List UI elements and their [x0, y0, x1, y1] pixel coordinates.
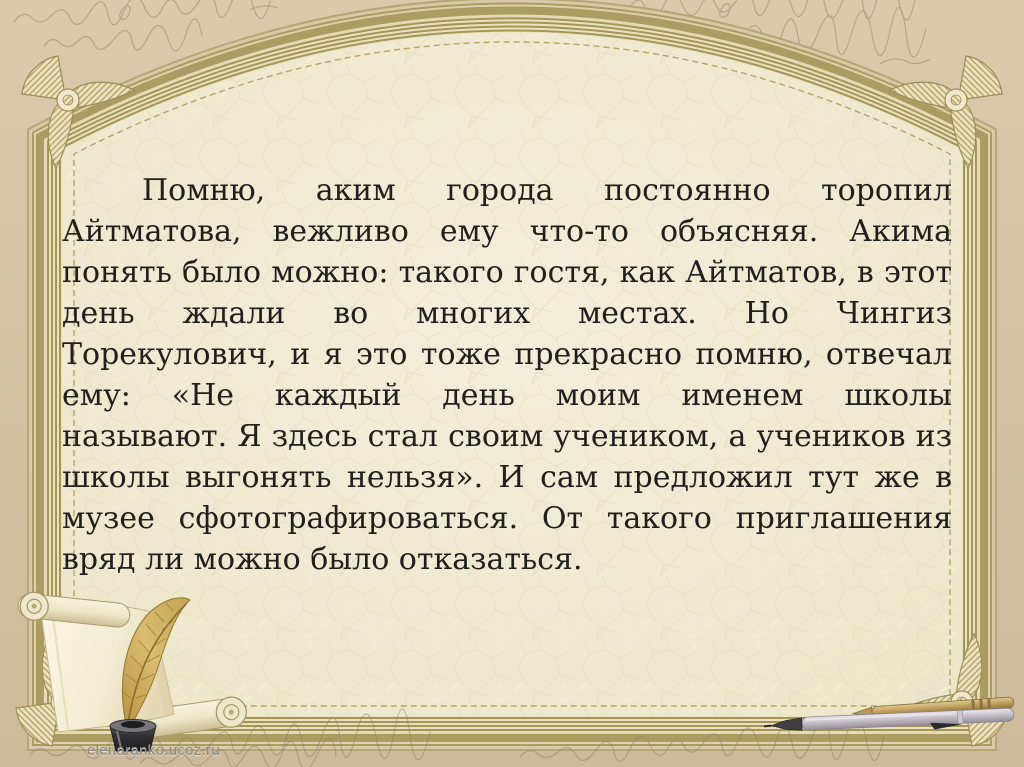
text-line: Помню, аким города постоянно торопил	[142, 173, 952, 208]
text-line: называют. Я здесь стал своим учеником, а учеников из	[62, 419, 952, 454]
slide-paragraph	[62, 170, 952, 580]
text-line: день ждали во многих местах. Но Чингиз	[62, 296, 952, 331]
text-line: ему: «Не каждый день моим именем школы	[62, 378, 952, 413]
text-line: Торекулович, и я это тоже прекрасно помню, отвечал	[62, 337, 952, 372]
text-line: вряд ли можно было отказаться.	[62, 542, 583, 577]
text-line: школы выгонять нельзя». И сам предложил тут же в	[62, 460, 952, 495]
text-line: музее сфотографироваться. От такого приглашения	[62, 501, 952, 536]
text-line: Айтматова, вежливо ему что-то объясняя. Акима	[62, 214, 952, 249]
watermark-url: elenaranko.ucoz.ru	[87, 742, 220, 759]
text-line: понять было можно: такого гостя, как Айтматов, в этот	[62, 255, 952, 290]
